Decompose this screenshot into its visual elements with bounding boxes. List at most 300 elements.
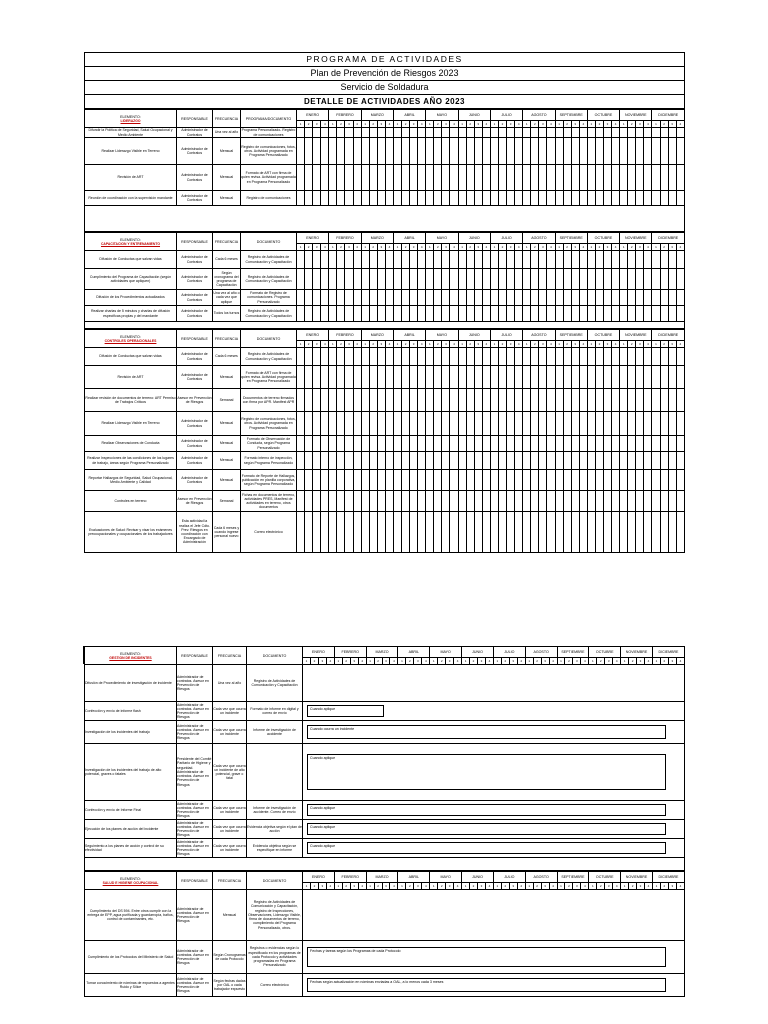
responsible-cell: Administrador de contratos. Asesor en Prevención de Riesgos bbox=[177, 820, 213, 839]
week-cell bbox=[636, 165, 644, 191]
week-number: 2 bbox=[342, 883, 350, 890]
week-cell bbox=[353, 512, 361, 553]
week-number: 4 bbox=[482, 121, 490, 128]
month-header: ENERO bbox=[297, 233, 329, 244]
schedule-cell bbox=[303, 702, 685, 721]
week-cell bbox=[660, 389, 668, 412]
week-cell bbox=[587, 348, 595, 366]
week-number: 3 bbox=[442, 341, 450, 348]
week-cell bbox=[490, 348, 498, 366]
week-cell bbox=[474, 191, 482, 206]
schedule-cell bbox=[303, 941, 685, 974]
week-number: 2 bbox=[434, 341, 442, 348]
week-number: 4 bbox=[385, 244, 393, 251]
week-number: 1 bbox=[366, 883, 374, 890]
month-header: JULIO bbox=[493, 872, 525, 883]
week-cell bbox=[377, 306, 385, 322]
week-cell bbox=[563, 306, 571, 322]
week-cell bbox=[442, 128, 450, 138]
week-cell bbox=[377, 512, 385, 553]
week-number: 2 bbox=[597, 883, 605, 890]
month-header: OCTUBRE bbox=[589, 872, 621, 883]
week-number: 2 bbox=[628, 244, 636, 251]
week-cell bbox=[539, 348, 547, 366]
week-number: 1 bbox=[361, 121, 369, 128]
document-cell: Documentos de terreno firmados con firma por APR. Manifest APR bbox=[241, 389, 297, 412]
week-cell bbox=[321, 470, 329, 491]
week-cell bbox=[652, 389, 660, 412]
week-number: 2 bbox=[498, 341, 506, 348]
week-cell bbox=[668, 290, 676, 306]
week-cell bbox=[305, 191, 313, 206]
week-cell bbox=[385, 138, 393, 165]
week-cell bbox=[612, 138, 620, 165]
week-cell bbox=[297, 470, 305, 491]
week-number: 4 bbox=[547, 244, 555, 251]
week-cell bbox=[369, 290, 377, 306]
week-number: 3 bbox=[410, 341, 418, 348]
week-number: 3 bbox=[474, 341, 482, 348]
table-row bbox=[85, 512, 685, 553]
week-cell bbox=[466, 452, 474, 470]
week-cell bbox=[571, 348, 579, 366]
week-cell bbox=[612, 251, 620, 269]
frequency-cell: Semanal bbox=[213, 389, 241, 412]
week-cell bbox=[482, 128, 490, 138]
week-cell bbox=[337, 138, 345, 165]
week-cell bbox=[313, 366, 321, 389]
week-cell bbox=[418, 251, 426, 269]
week-cell bbox=[393, 491, 401, 512]
week-cell bbox=[668, 436, 676, 452]
week-number: 4 bbox=[612, 341, 620, 348]
week-number: 4 bbox=[676, 121, 684, 128]
section-incidentes-table bbox=[84, 646, 685, 858]
week-cell bbox=[652, 269, 660, 290]
week-cell bbox=[321, 251, 329, 269]
week-cell bbox=[345, 389, 353, 412]
activity-cell: Reportar Hallazgos de Seguridad, Salud Ocupacional, Medio Ambiente y Calidad bbox=[85, 470, 177, 491]
week-cell bbox=[337, 290, 345, 306]
week-cell bbox=[523, 512, 531, 553]
week-cell bbox=[498, 269, 506, 290]
week-number: 1 bbox=[490, 341, 498, 348]
week-cell bbox=[515, 366, 523, 389]
week-number: 4 bbox=[326, 883, 334, 890]
week-cell bbox=[474, 348, 482, 366]
week-number: 2 bbox=[369, 244, 377, 251]
week-cell bbox=[531, 348, 539, 366]
month-header: OCTUBRE bbox=[587, 110, 619, 121]
month-header: NOVIEMBRE bbox=[620, 233, 652, 244]
schedule-cell bbox=[303, 974, 685, 997]
week-cell bbox=[385, 470, 393, 491]
week-cell bbox=[442, 306, 450, 322]
week-cell bbox=[563, 191, 571, 206]
week-cell bbox=[555, 436, 563, 452]
week-cell bbox=[353, 128, 361, 138]
frequency-cell: Mensual bbox=[213, 452, 241, 470]
week-cell bbox=[385, 348, 393, 366]
responsible-cell: Administrador de Contratos bbox=[177, 436, 213, 452]
week-cell bbox=[474, 470, 482, 491]
week-number: 4 bbox=[390, 658, 398, 665]
week-cell bbox=[385, 491, 393, 512]
section-label-controles: CONTROLES OPERACIONALES bbox=[104, 338, 157, 343]
week-cell bbox=[644, 191, 652, 206]
schedule-bar: Fechas y tareas según los Programas de cada Protocolo bbox=[307, 947, 666, 968]
week-number: 3 bbox=[668, 658, 676, 665]
week-number: 3 bbox=[605, 883, 613, 890]
week-cell bbox=[547, 412, 555, 436]
week-cell bbox=[377, 436, 385, 452]
week-cell bbox=[458, 512, 466, 553]
responsible-cell: Asesor en Prevención de Riesgos bbox=[177, 491, 213, 512]
month-header: JUNIO bbox=[462, 872, 494, 883]
week-number: 3 bbox=[637, 883, 645, 890]
week-cell bbox=[321, 366, 329, 389]
week-cell bbox=[595, 389, 603, 412]
week-cell bbox=[644, 306, 652, 322]
week-number: 2 bbox=[434, 244, 442, 251]
week-cell bbox=[329, 470, 337, 491]
week-cell bbox=[297, 389, 305, 412]
week-cell bbox=[410, 306, 418, 322]
week-cell bbox=[329, 306, 337, 322]
week-cell bbox=[531, 436, 539, 452]
week-number: 2 bbox=[501, 658, 509, 665]
week-cell bbox=[515, 348, 523, 366]
week-cell bbox=[345, 491, 353, 512]
week-number: 2 bbox=[337, 121, 345, 128]
week-cell bbox=[652, 412, 660, 436]
month-header: NOVIEMBRE bbox=[621, 872, 653, 883]
week-cell bbox=[329, 491, 337, 512]
week-cell bbox=[636, 412, 644, 436]
week-cell bbox=[321, 128, 329, 138]
month-header: MARZO bbox=[366, 647, 398, 658]
week-cell bbox=[595, 436, 603, 452]
week-cell bbox=[498, 348, 506, 366]
week-number: 4 bbox=[321, 341, 329, 348]
week-number: 4 bbox=[549, 658, 557, 665]
week-cell bbox=[644, 251, 652, 269]
week-cell bbox=[361, 165, 369, 191]
week-number: 3 bbox=[573, 658, 581, 665]
week-cell bbox=[426, 290, 434, 306]
week-number: 3 bbox=[603, 341, 611, 348]
week-cell bbox=[595, 251, 603, 269]
week-cell bbox=[595, 452, 603, 470]
header-frecuencia: FRECUENCIA bbox=[213, 110, 241, 128]
week-cell bbox=[612, 269, 620, 290]
week-cell bbox=[442, 251, 450, 269]
week-cell bbox=[563, 436, 571, 452]
week-cell bbox=[498, 165, 506, 191]
week-cell bbox=[297, 251, 305, 269]
week-cell bbox=[426, 436, 434, 452]
week-cell bbox=[587, 290, 595, 306]
detail-title: DETALLE DE ACTIVIDADES AÑO 2023 bbox=[303, 97, 465, 106]
week-cell bbox=[660, 452, 668, 470]
week-number: 1 bbox=[329, 244, 337, 251]
week-number: 4 bbox=[321, 244, 329, 251]
week-number: 3 bbox=[313, 341, 321, 348]
week-cell bbox=[555, 191, 563, 206]
header-elemento bbox=[85, 647, 177, 665]
week-cell bbox=[563, 512, 571, 553]
week-cell bbox=[482, 366, 490, 389]
week-cell bbox=[668, 412, 676, 436]
week-number: 1 bbox=[490, 121, 498, 128]
week-cell bbox=[313, 512, 321, 553]
week-cell bbox=[620, 512, 628, 553]
week-number: 1 bbox=[297, 121, 305, 128]
document-cell: Programa Personalizado- Registro de comunicaciones bbox=[241, 128, 296, 137]
week-cell bbox=[297, 191, 305, 206]
week-cell bbox=[466, 366, 474, 389]
week-number: 2 bbox=[595, 121, 603, 128]
week-cell bbox=[361, 290, 369, 306]
week-cell bbox=[507, 436, 515, 452]
week-cell bbox=[660, 348, 668, 366]
week-cell bbox=[458, 251, 466, 269]
week-cell bbox=[337, 165, 345, 191]
week-number: 2 bbox=[660, 244, 668, 251]
document-cell: Registro de Actividades de Comunicación y Capacitación bbox=[247, 665, 303, 702]
week-cell bbox=[531, 138, 539, 165]
month-header: ABRIL bbox=[398, 872, 430, 883]
schedule-bar: Cuando aplique bbox=[307, 823, 666, 835]
section-spacer bbox=[84, 858, 685, 871]
week-cell bbox=[466, 269, 474, 290]
week-cell bbox=[321, 389, 329, 412]
week-number: 2 bbox=[305, 121, 313, 128]
month-header: FEBRERO bbox=[329, 330, 361, 341]
week-cell bbox=[466, 491, 474, 512]
week-cell bbox=[361, 452, 369, 470]
week-cell bbox=[579, 191, 587, 206]
week-cell bbox=[385, 306, 393, 322]
week-cell bbox=[547, 138, 555, 165]
frequency-cell: Mensual bbox=[213, 890, 247, 941]
week-cell bbox=[402, 491, 410, 512]
week-cell bbox=[410, 290, 418, 306]
month-header: AGOSTO bbox=[523, 110, 555, 121]
week-number: 4 bbox=[515, 341, 523, 348]
header-elemento bbox=[85, 233, 177, 251]
week-cell bbox=[660, 128, 668, 138]
week-cell bbox=[539, 165, 547, 191]
week-number: 4 bbox=[418, 341, 426, 348]
week-cell bbox=[337, 128, 345, 138]
week-cell bbox=[393, 366, 401, 389]
week-cell bbox=[547, 470, 555, 491]
week-cell bbox=[628, 452, 636, 470]
week-cell bbox=[353, 290, 361, 306]
week-cell bbox=[579, 366, 587, 389]
week-cell bbox=[426, 251, 434, 269]
week-number: 4 bbox=[644, 658, 652, 665]
month-header: NOVIEMBRE bbox=[620, 110, 652, 121]
week-number: 3 bbox=[668, 883, 676, 890]
month-header: JUNIO bbox=[462, 647, 494, 658]
week-cell bbox=[345, 412, 353, 436]
week-cell bbox=[337, 389, 345, 412]
week-cell bbox=[305, 165, 313, 191]
week-cell bbox=[361, 389, 369, 412]
week-cell bbox=[410, 412, 418, 436]
month-header: DICIEMBRE bbox=[652, 233, 685, 244]
section-spacer bbox=[84, 322, 685, 329]
week-cell bbox=[377, 128, 385, 138]
month-header: OCTUBRE bbox=[587, 233, 619, 244]
week-number: 1 bbox=[652, 244, 660, 251]
week-number: 3 bbox=[350, 883, 358, 890]
week-cell bbox=[644, 366, 652, 389]
week-cell bbox=[402, 191, 410, 206]
week-cell bbox=[628, 491, 636, 512]
activity-program-sheet-1 bbox=[84, 52, 685, 553]
week-number: 2 bbox=[565, 883, 573, 890]
week-number: 3 bbox=[377, 341, 385, 348]
activity-table bbox=[84, 232, 685, 322]
week-number: 3 bbox=[313, 121, 321, 128]
week-cell bbox=[450, 366, 458, 389]
responsible-cell: Administrador de Contratos bbox=[177, 128, 213, 138]
week-number: 4 bbox=[353, 341, 361, 348]
week-cell bbox=[498, 436, 506, 452]
week-cell bbox=[498, 128, 506, 138]
week-cell bbox=[337, 452, 345, 470]
week-cell bbox=[668, 251, 676, 269]
week-cell bbox=[660, 366, 668, 389]
week-number: 1 bbox=[555, 341, 563, 348]
week-cell bbox=[377, 191, 385, 206]
activity-cell: Cumplimiento del Programa de Capacitación (según actividades que apliquen) bbox=[85, 269, 177, 290]
week-number: 1 bbox=[426, 341, 434, 348]
week-cell bbox=[507, 389, 515, 412]
frequency-cell: Cada vez que ocurra un incidente bbox=[213, 702, 247, 721]
week-cell bbox=[628, 290, 636, 306]
week-cell bbox=[466, 436, 474, 452]
week-cell bbox=[612, 412, 620, 436]
week-cell bbox=[474, 389, 482, 412]
week-cell bbox=[313, 452, 321, 470]
week-cell bbox=[587, 436, 595, 452]
week-cell bbox=[337, 470, 345, 491]
week-cell bbox=[636, 389, 644, 412]
week-cell bbox=[450, 348, 458, 366]
week-number: 3 bbox=[442, 121, 450, 128]
week-number: 3 bbox=[539, 341, 547, 348]
document-cell: Formato de Observación de Conducta, según Programa Personalizado bbox=[241, 436, 297, 452]
week-cell bbox=[458, 412, 466, 436]
week-cell bbox=[410, 366, 418, 389]
week-cell bbox=[385, 366, 393, 389]
week-cell bbox=[668, 165, 676, 191]
week-cell bbox=[369, 191, 377, 206]
week-cell bbox=[531, 306, 539, 322]
week-number: 4 bbox=[321, 121, 329, 128]
activity-cell: Confección y envío de Informe Final bbox=[85, 801, 177, 820]
week-cell bbox=[555, 512, 563, 553]
week-cell bbox=[450, 452, 458, 470]
week-cell bbox=[329, 191, 337, 206]
week-cell bbox=[458, 290, 466, 306]
week-cell bbox=[297, 412, 305, 436]
week-cell bbox=[652, 251, 660, 269]
activity-cell: Controles en terreno bbox=[85, 491, 177, 512]
document-cell: Formato de ART con firma de quien revisa. Actividad programada en Programa Personalizado bbox=[241, 366, 297, 389]
week-cell bbox=[523, 269, 531, 290]
week-number: 1 bbox=[490, 244, 498, 251]
document-cell: Registros o evidencias según lo especificado en los programas de cada Protocolo y actividades programadas en Programa Personalizado bbox=[247, 941, 303, 974]
week-cell bbox=[434, 128, 442, 138]
document-cell: Registro de comunicaciones, fotos, otros. Actividad programada en Programa Personalizado bbox=[241, 412, 297, 436]
table-row bbox=[85, 890, 685, 941]
week-cell bbox=[482, 138, 490, 165]
week-number: 3 bbox=[509, 883, 517, 890]
week-cell bbox=[547, 306, 555, 322]
week-cell bbox=[442, 348, 450, 366]
week-cell bbox=[418, 452, 426, 470]
week-cell bbox=[482, 269, 490, 290]
week-cell bbox=[676, 452, 684, 470]
week-cell bbox=[321, 138, 329, 165]
document-cell: Correo electrónico bbox=[247, 974, 303, 997]
week-cell bbox=[313, 165, 321, 191]
week-cell bbox=[547, 348, 555, 366]
responsible-cell: Administrador de Contratos bbox=[177, 269, 213, 290]
frequency-cell: Cada vez que ocurra un incidente bbox=[213, 839, 247, 858]
schedule-cell bbox=[303, 744, 685, 801]
table-row bbox=[85, 839, 685, 858]
week-cell bbox=[345, 348, 353, 366]
section-liderazgo-table bbox=[84, 109, 685, 206]
week-number: 2 bbox=[434, 121, 442, 128]
activity-cell: Cumplimiento de los Protocolos del Ministerio de Salud bbox=[85, 941, 177, 974]
week-cell bbox=[595, 138, 603, 165]
week-cell bbox=[418, 436, 426, 452]
week-cell bbox=[539, 470, 547, 491]
week-cell bbox=[305, 512, 313, 553]
week-cell bbox=[442, 389, 450, 412]
week-number: 1 bbox=[426, 244, 434, 251]
week-cell bbox=[369, 128, 377, 138]
week-number: 2 bbox=[660, 121, 668, 128]
week-cell bbox=[636, 191, 644, 206]
week-number: 3 bbox=[345, 121, 353, 128]
week-number: 2 bbox=[342, 658, 350, 665]
week-number: 3 bbox=[509, 658, 517, 665]
week-cell bbox=[313, 470, 321, 491]
week-cell bbox=[434, 191, 442, 206]
week-cell bbox=[636, 138, 644, 165]
week-cell bbox=[353, 412, 361, 436]
month-header: JUNIO bbox=[458, 110, 490, 121]
week-number: 4 bbox=[644, 244, 652, 251]
week-cell bbox=[547, 290, 555, 306]
week-cell bbox=[345, 128, 353, 138]
week-cell bbox=[523, 436, 531, 452]
week-number: 1 bbox=[361, 341, 369, 348]
week-cell bbox=[482, 512, 490, 553]
week-cell bbox=[442, 138, 450, 165]
schedule-bar: Fechas según actualización en nóminas enviadas a OAL, a lo menos cada 3 meses bbox=[307, 978, 666, 992]
week-cell bbox=[507, 269, 515, 290]
week-cell bbox=[297, 128, 305, 138]
